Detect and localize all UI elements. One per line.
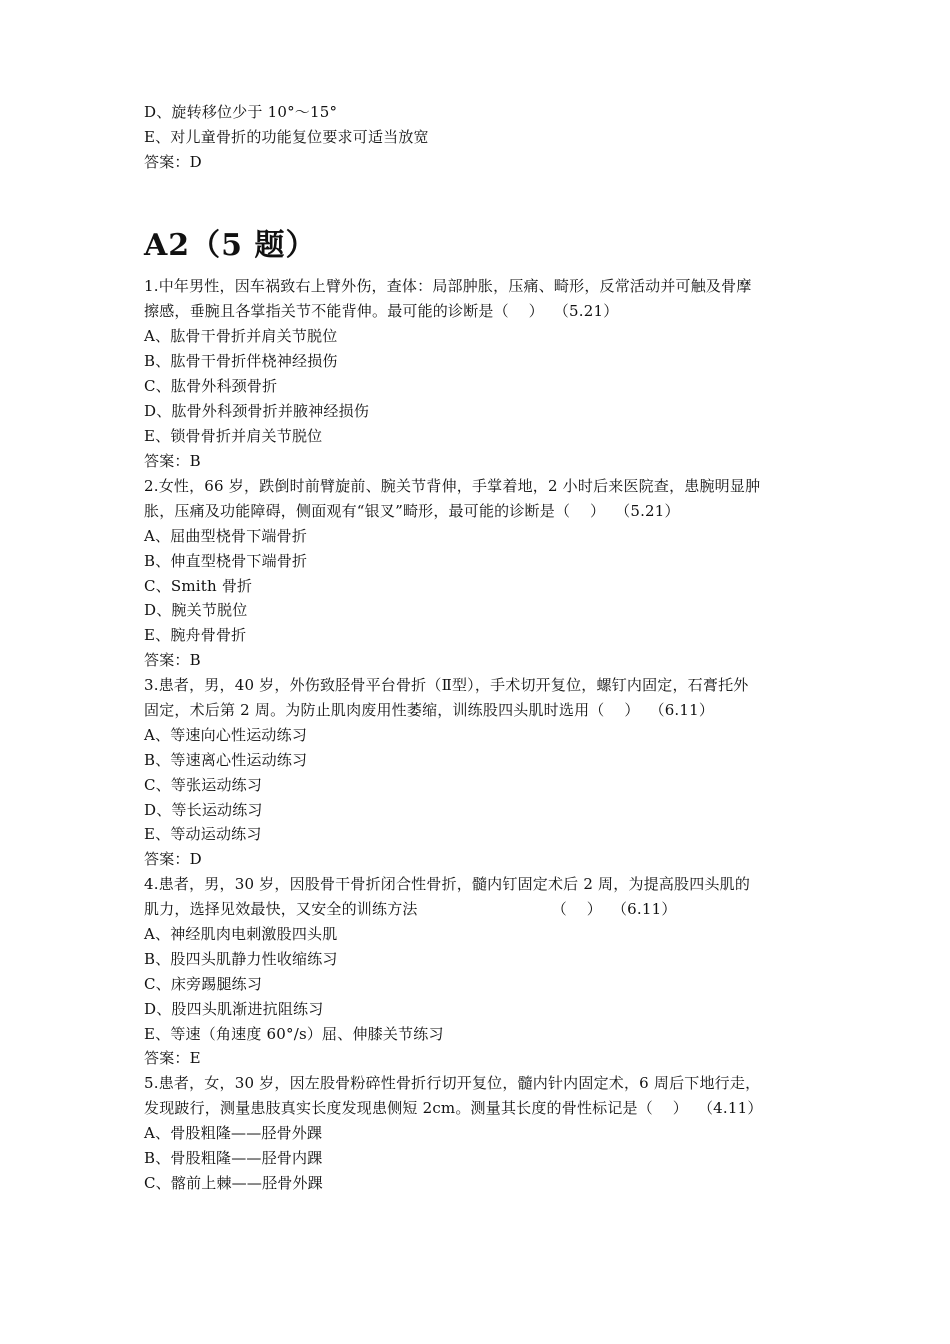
question-2-option-e: E、腕舟骨骨折 (144, 626, 247, 644)
question-4-option-b: B、股四头肌静力性收缩练习 (144, 950, 338, 968)
question-2-answer: 答案：B (144, 651, 201, 669)
question-1-option-c: C、肱骨外科颈骨折 (144, 377, 278, 395)
question-4-option-e: E、等速（角速度 60°/s）屈、伸膝关节练习 (144, 1025, 444, 1043)
question-1-option-d: D、肱骨外科颈骨折并腋神经损伤 (144, 402, 370, 420)
question-5-stem-line2: 发现跛行，测量患肢真实长度发现患侧短 2cm。测量其长度的骨性标记是（ ） （4.11） (144, 1099, 763, 1117)
question-5-option-a: A、骨股粗隆——胫骨外踝 (144, 1124, 323, 1142)
question-1-stem-line1: 1.中年男性，因车祸致右上臂外伤，查体：局部肿胀，压痛、畸形，反常活动并可触及骨摩 (144, 277, 752, 295)
question-2-stem-line2: 胀，压痛及功能障碍，侧面观有“银叉”畸形，最可能的诊断是（ ） （5.21） (144, 502, 680, 520)
prev-answer: 答案：D (144, 153, 202, 171)
question-3-option-b: B、等速离心性运动练习 (144, 751, 308, 769)
question-3-option-a: A、等速向心性运动练习 (144, 726, 308, 744)
question-5-stem-line1: 5.患者，女，30 岁，因左股骨粉碎性骨折行切开复位，髓内针内固定术，6 周后下地行走， (144, 1074, 761, 1092)
prev-option-d: D、旋转移位少于 10°～15° (144, 103, 338, 121)
question-4-option-a: A、神经肌肉电刺激股四头肌 (144, 925, 338, 943)
question-2-option-d: D、腕关节脱位 (144, 601, 248, 619)
question-4-option-d: D、股四头肌渐进抗阻练习 (144, 1000, 324, 1018)
question-3-stem-line1: 3.患者，男，40 岁，外伤致胫骨平台骨折（Ⅱ型），手术切开复位，螺钉内固定，石膏托外 (144, 676, 749, 694)
question-4-option-c: C、床旁踢腿练习 (144, 975, 263, 993)
question-4-stem-line1: 4.患者，男，30 岁，因股骨干骨折闭合性骨折，髓内钉固定术后 2 周，为提高股四头肌的 (144, 875, 751, 893)
question-5-option-c: C、髂前上棘——胫骨外踝 (144, 1174, 323, 1192)
question-2-option-a: A、屈曲型桡骨下端骨折 (144, 527, 308, 545)
question-3-option-c: C、等张运动练习 (144, 776, 263, 794)
question-3-answer: 答案：D (144, 850, 202, 868)
question-4-answer: 答案：E (144, 1049, 201, 1067)
question-5-option-b: B、骨股粗隆——胫骨内踝 (144, 1149, 323, 1167)
question-3-option-d: D、等长运动练习 (144, 801, 263, 819)
section-heading: A2（5 题） (144, 228, 317, 263)
question-4-stem-line2: 肌力，选择见效最快，又安全的训练方法 （ ） （6.11） (144, 900, 677, 918)
question-1-option-e: E、锁骨骨折并肩关节脱位 (144, 427, 323, 445)
question-3-stem-line2: 固定，术后第 2 周。为防止肌肉废用性萎缩，训练股四头肌时选用（ ） （6.11） (144, 701, 715, 719)
question-1-answer: 答案：B (144, 452, 201, 470)
question-2-option-b: B、伸直型桡骨下端骨折 (144, 552, 308, 570)
question-3-option-e: E、等动运动练习 (144, 825, 262, 843)
question-2-stem-line1: 2.女性，66 岁，跌倒时前臂旋前、腕关节背伸，手掌着地，2 小时后来医院查，患腕明显肿 (144, 477, 761, 495)
question-1-option-a: A、肱骨干骨折并肩关节脱位 (144, 327, 338, 345)
question-1-option-b: B、肱骨干骨折伴桡神经损伤 (144, 352, 338, 370)
question-1-stem-line2: 擦感，垂腕且各掌指关节不能背伸。最可能的诊断是（ ） （5.21） (144, 302, 619, 320)
prev-option-e: E、对儿童骨折的功能复位要求可适当放宽 (144, 128, 429, 146)
question-2-option-c: C、Smith 骨折 (144, 577, 253, 595)
